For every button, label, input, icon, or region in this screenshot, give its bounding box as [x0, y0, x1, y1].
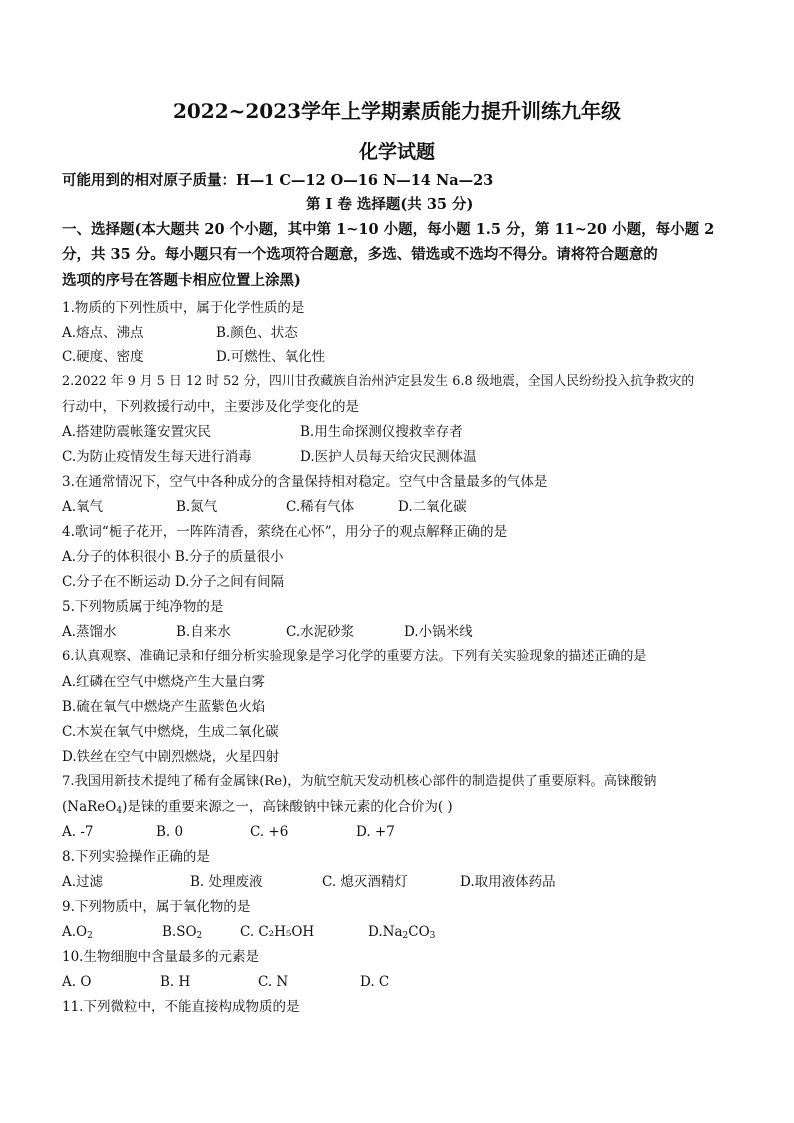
question-1-option-c: C.硬度、密度: [62, 349, 144, 365]
question-3-option-b: B.氮气: [176, 499, 218, 515]
question-3-option-d: D.二氧化碳: [398, 499, 467, 515]
question-10-option-d: D. C: [360, 974, 390, 990]
question-10-option-a: A. O: [62, 974, 92, 990]
question-5-option-a: A.蒸馏水: [62, 624, 117, 640]
question-9-option-c: C. C₂H₅OH: [240, 924, 315, 940]
question-1-option-a: A.熔点、沸点: [62, 325, 144, 341]
question-2-option-b: B.用生命探测仪搜救幸存者: [300, 424, 463, 440]
question-7-stem-1: 7.我国用新技术提纯了稀有金属铼(Re)，为航空航天发动机核心部件的制造提供了重要原料。高铼酸钠: [62, 774, 657, 789]
question-9-option-d-sub2: 3: [429, 931, 436, 941]
question-3-option-a: A.氧气: [62, 499, 104, 515]
exam-subtitle: 化学试题: [358, 141, 435, 163]
question-3-option-c: C.稀有气体: [286, 499, 355, 515]
question-2-option-d: D.医护人员每天给灾民测体温: [300, 449, 477, 465]
question-6-option-a: A.红磷在空气中燃烧产生大量白雾: [62, 674, 266, 690]
question-7-formula-pre: (NaReO: [62, 799, 117, 815]
question-9-option-a-text: A.O: [62, 924, 88, 940]
question-2-option-c: C.为防止疫情发生每天进行消毒: [62, 449, 252, 465]
question-6-option-b: B.硫在氧气中燃烧产生蓝紫色火焰: [62, 699, 266, 715]
question-1-option-b: B.颜色、状态: [216, 325, 298, 341]
section-title: 第 I 卷 选择题(共 35 分): [306, 196, 474, 213]
question-2-stem-1: 2.2022 年 9 月 5 日 12 时 52 分，四川甘孜藏族自治州泸定县发生 6.8 级地震，全国人民纷纷投入抗争救灾的: [62, 374, 695, 389]
instructions-line-3: 选项的序号在答题卡相应位置上涂黑): [62, 272, 301, 289]
question-4-stem: 4.歌词“栀子花开，一阵阵清香，萦绕在心怀”，用分子的观点解释正确的是: [62, 524, 508, 540]
question-9-option-a: [62, 921, 93, 943]
question-5-option-c: C.水泥砂浆: [286, 624, 355, 640]
exam-title: 2022~2023学年上学期素质能力提升训练九年级: [172, 99, 622, 123]
atomic-mass-line: 可能用到的相对原子质量：H—1 C—12 O—16 N—14 Na—23: [62, 172, 494, 189]
question-3-stem: 3.在通常情况下，空气中各种成分的含量保持相对稳定。空气中含量最多的气体是: [62, 474, 548, 490]
question-5-option-d: D.小锅米线: [404, 624, 473, 640]
question-11-stem: 11.下列微粒中，不能直接构成物质的是: [62, 999, 300, 1015]
question-7-option-a: A. -7: [62, 824, 94, 840]
question-10-option-c: C. N: [258, 974, 289, 990]
question-4-options-ab: A.分子的体积很小 B.分子的质量很小: [62, 549, 284, 565]
question-2-option-a: A.搭建防震帐篷安置灾民: [62, 424, 212, 440]
question-9-option-d-mid: CO: [408, 924, 430, 940]
question-10-option-b: B. H: [160, 974, 191, 990]
question-9-option-d-sub: 2: [402, 931, 409, 941]
question-4-options-cd: C.分子在不断运动 D.分子之间有间隔: [62, 574, 285, 590]
question-6-option-d: D.铁丝在空气中剧烈燃烧，火星四射: [62, 749, 280, 765]
question-1-stem: 1.物质的下列性质中，属于化学性质的是: [62, 300, 305, 316]
question-9-option-b: [162, 921, 202, 943]
question-10-stem: 10.生物细胞中含量最多的元素是: [62, 949, 259, 965]
question-2-stem-2: 行动中，下列救援行动中，主要涉及化学变化的是: [62, 399, 359, 415]
question-7-formula-sub: 4: [116, 806, 123, 816]
question-1-option-d: D.可燃性、氧化性: [216, 349, 326, 365]
question-9-stem: 9.下列物质中，属于氧化物的是: [62, 899, 251, 915]
instructions-line-1: 一、选择题(本大题共 20 个小题，其中第 1~10 小题，每小题 1.5 分，第 11~20 小题，每小题 2: [62, 221, 715, 238]
question-7-option-b: B. 0: [156, 824, 184, 840]
question-5-option-b: B.自来水: [176, 624, 231, 640]
question-8-option-a: A.过滤: [62, 874, 104, 890]
question-8-stem: 8.下列实验操作正确的是: [62, 849, 210, 865]
instructions-line-2: 分，共 35 分。每小题只有一个选项符合题意，多选、错选或不选均不得分。请将符合题意的: [62, 246, 658, 263]
question-6-stem: 6.认真观察、准确记录和仔细分析实验现象是学习化学的重要方法。下列有关实验现象的描述正确的是: [62, 649, 647, 664]
question-8-option-c: C. 熄灭酒精灯: [322, 874, 408, 890]
question-9-option-a-sub: 2: [87, 931, 93, 941]
question-9-option-d: [368, 921, 435, 943]
question-9-option-b-text: B.SO: [162, 924, 197, 940]
question-8-option-b: B. 处理废液: [190, 874, 263, 890]
question-7-option-d: D. +7: [356, 824, 395, 840]
question-7-stem-2-post: )是铼的重要来源之一，高铼酸钠中铼元素的化合价为( ): [122, 799, 453, 815]
question-9-option-b-sub: 2: [196, 931, 203, 941]
question-8-option-d: D.取用液体药品: [460, 874, 556, 890]
question-7-option-c: C. +6: [250, 824, 289, 840]
question-6-option-c: C.木炭在氧气中燃烧，生成二氧化碳: [62, 724, 279, 740]
question-5-stem: 5.下列物质属于纯净物的是: [62, 599, 224, 615]
question-9-option-d-text: D.Na: [368, 924, 403, 940]
question-7-stem-2: [62, 796, 453, 818]
